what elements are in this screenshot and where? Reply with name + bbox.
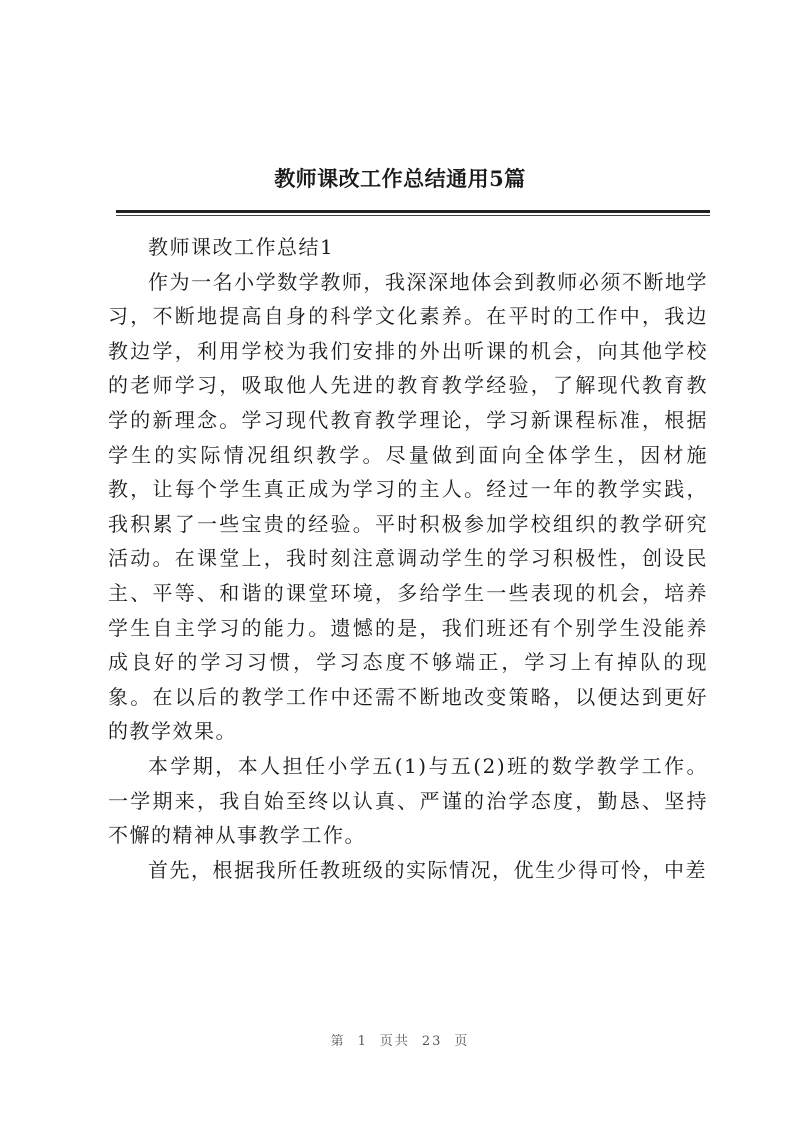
document-title: 教师课改工作总结通用5篇 <box>274 166 526 191</box>
footer-suffix: 页 <box>454 1034 470 1049</box>
title-underline-thin <box>116 215 710 216</box>
page-footer <box>0 1030 800 1049</box>
title-underline-thick <box>116 210 710 213</box>
paragraph-2: 本学期，本人担任小学五(1)与五(2)班的数学教学工作。一学期来，我自始至终以认真、严谨的治学态度，勤恳、坚持不懈的精神从事教学工作。 <box>108 753 708 848</box>
document-body <box>108 230 708 887</box>
footer-total-pages: 23 <box>421 1034 443 1049</box>
paragraph-3: 首先，根据我所任教班级的实际情况，优生少得可怜，中差 <box>148 857 707 882</box>
footer-page-number: 1 <box>357 1034 368 1049</box>
footer-prefix: 第 <box>330 1034 346 1049</box>
section-heading: 教师课改工作总结1 <box>148 235 335 259</box>
footer-middle: 页共 <box>379 1034 410 1049</box>
paragraph-1: 作为一名小学数学教师，我深深地体会到教师必须不断地学习，不断地提高自身的科学文化素养。在平时的工作中，我边教边学，利用学校为我们安排的外出听课的机会，向其他学校的老师学习，吸取他人先进的教育教学经验，了解现代教育教学的新理念。学习现代教育教学理论，学习新课程标准，根据学生的实际情况组织教学。尽量做到面向全体学生，因材施教，让每个学生真正成为学习的主人。经过一年的教学实践，我积累了一些宝贵的经验。平时积极参加学校组织的教学研究活动。在课堂上，我时刻注意调动学生的学习积极性，创设民主、平等、和谐的课堂环境，多给学生一些表现的机会，培养学生自主学习的能力。遗憾的是，我们班还有个别学生没能养成良好的学习习惯，学习态度不够端正，学习上有掉队的现象。在以后的教学工作中还需不断地改变策略，以便达到更好的教学效果。 <box>108 269 708 744</box>
